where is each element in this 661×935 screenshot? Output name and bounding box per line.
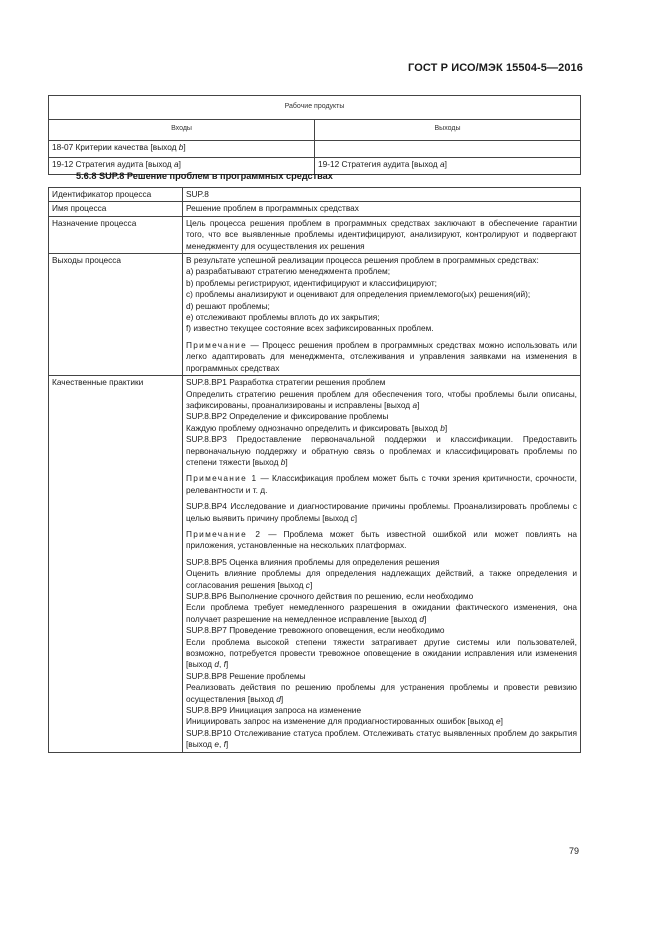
table-row — [49, 254, 581, 376]
practices-cell — [183, 376, 581, 753]
process-name-value: Решение проблем в программных средствах — [183, 202, 581, 216]
process-outcomes-cell — [183, 254, 581, 376]
section-heading: 5.6.8 SUP.8 Решение проблем в программных средствах — [76, 171, 333, 181]
outcome-item: d) решают проблемы; — [186, 300, 270, 311]
process-purpose-text: Цель процесса решения проблем в программных средствах заключают в обеспечение гарантии того, что все выявленные проблемы идентифицируют, анализируют, контролируют и подвергают менеджменту для осуществления их решения — [183, 216, 581, 253]
work-products-title: Рабочие продукты — [49, 96, 581, 120]
note-text: — Процесс решения проблем в программных средствах можно использовать или легко адаптировать для менеджмента, отслеживания и управления заявками на изменения в программных средствах — [186, 339, 577, 373]
practice-text: Каждую проблему однозначно определить и фиксировать [выход b] — [186, 422, 448, 433]
process-id-value: SUP.8 — [183, 188, 581, 202]
practice-text: SUP.8.BP4 Исследование и диагностирование причины проблемы. Проанализировать проблемы с целью выявить причину проблемы [выход c] — [186, 501, 577, 523]
note-label: Примечание — [186, 339, 248, 350]
table-row — [49, 202, 581, 216]
outputs-header: Выходы — [315, 120, 581, 141]
practice-text: Если проблема требует немедленного разрешения в ожидании фактического изменения, она получает разрешение на немедленное исправление [выход d] — [186, 602, 577, 624]
work-products-table — [48, 95, 581, 175]
practice-title: SUP.8.BP1 Разработка стратегии решения проблем — [186, 377, 386, 388]
practice-title: SUP.8.BP7 Проведение тревожного оповещения, если необходимо — [186, 625, 445, 636]
practice-title: SUP.8.BP5 Оценка влияния проблемы для определения решения — [186, 556, 440, 567]
practice-text: Реализовать действия по решению проблемы для устранения проблемы и провести ревизию осуществления [выход d] — [186, 682, 577, 704]
outcome-item: a) разрабатывают стратегию менеджмента проблем; — [186, 266, 391, 277]
practice-note — [186, 529, 577, 552]
practice-title: SUP.8.BP8 Решение проблемы — [186, 670, 306, 681]
outcome-item: f) известно текущее состояние всех зафиксированных проблем. — [186, 323, 434, 334]
note-label: Примечание 2 — [186, 528, 262, 539]
practice-title: SUP.8.BP2 Определение и фиксирование проблемы — [186, 411, 389, 422]
outcomes-note — [186, 340, 577, 374]
process-outcomes-label: Выходы процесса — [49, 254, 183, 376]
output-cell: 19-12 Стратегия аудита [выход a] — [315, 158, 581, 175]
note-text: — Классификация проблем может быть с точки зрения критичности, срочности, релевантности и т. д. — [186, 473, 577, 495]
table-row — [49, 216, 581, 253]
input-cell: 18-07 Критерии качества [выход b] — [49, 141, 315, 158]
practice-title: SUP.8.BP9 Инициация запроса на изменение — [186, 705, 362, 716]
table-row — [49, 96, 581, 120]
table-row — [49, 120, 581, 141]
process-table — [48, 187, 581, 753]
outcome-item: e) отслеживают проблемы вплоть до их закрытия; — [186, 312, 380, 323]
table-row — [49, 376, 581, 753]
practices-label: Качественные практики — [49, 376, 183, 753]
process-purpose-label: Назначение процесса — [49, 216, 183, 253]
table-row — [49, 188, 581, 202]
note-text: — Проблема может быть известной ошибкой или может повлиять на приложения, установленные на нескольких платформах. — [186, 528, 577, 551]
practice-note — [186, 473, 577, 496]
table-row — [49, 141, 581, 158]
outcome-item: b) проблемы регистрируют, идентифицируют и классифицируют; — [186, 277, 437, 288]
process-name-label: Имя процесса — [49, 202, 183, 216]
outcome-item: c) проблемы анализируют и оценивают для определения приемлемого(ых) решения(ий); — [186, 289, 531, 300]
page-number: 79 — [568, 846, 579, 856]
document-id: ГОСТ Р ИСО/МЭК 15504-5—2016 — [408, 62, 583, 74]
practice-text: Оценить влияние проблемы для определения надлежащих действий, а также определения и согласования решения [выход c] — [186, 568, 577, 590]
output-cell — [315, 141, 581, 158]
input-cell: 19-12 Стратегия аудита [выход a] — [49, 158, 315, 175]
outcomes-intro: В результате успешной реализации процесса решения проблем в программных средствах: — [186, 255, 539, 266]
inputs-header: Входы — [49, 120, 315, 141]
practice-text: SUP.8.BP10 Отслеживание статуса проблем. Отслеживать статус выявленных проблем до закрытия [выход e, f] — [186, 727, 577, 750]
note-label: Примечание 1 — [186, 473, 258, 484]
process-id-label: Идентификатор процесса — [49, 188, 183, 202]
practice-title: SUP.8.BP6 Выполнение срочного действия по решению, если необходимо — [186, 591, 474, 601]
practice-text: SUP.8.BP3 Предоставление первоначальной поддержки и классификации. Предоставить первоначальную поддержку и обратную связь о проблемах и классифицировать проблемы по степени тяжести [выход b] — [186, 434, 577, 467]
practice-text: Инициировать запрос на изменение для продиагностированных ошибок [выход e] — [186, 716, 503, 727]
practice-text: Определить стратегию решения проблем для обеспечения того, чтобы проблемы были описаны, зафиксированы, проанализированы и исправлены [выход a] — [186, 388, 577, 410]
practice-text: Если проблема высокой степени тяжести затрагивает другие системы или пользователей, возможно, потребуется провести тревожное оповещение в ожидании исправления или изменения [выход d, f] — [186, 636, 577, 670]
